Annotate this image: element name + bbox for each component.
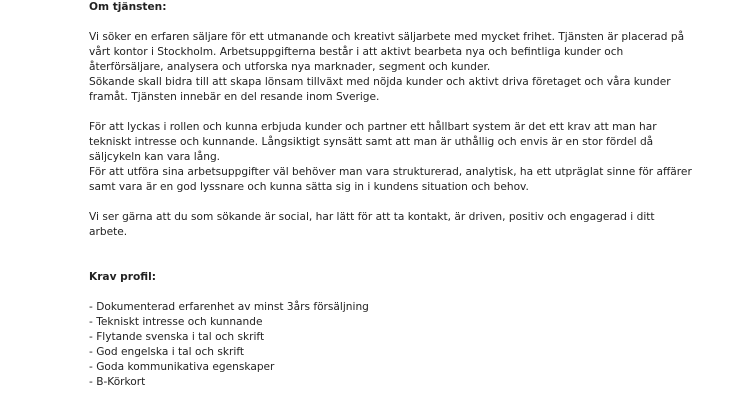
paragraph-line: framåt. Tjänsten innebär en del resande inom Sverige. <box>89 91 380 103</box>
paragraph-line: säljcykeln kan vara lång. <box>89 151 221 163</box>
section-heading-om-tjansten: Om tjänsten: <box>89 1 167 13</box>
paragraph-line: Sökande skall bidra till att skapa lönsam tillväxt med nöjda kunder och aktivt driva företaget och våra kunder <box>89 76 671 88</box>
spacer <box>89 15 689 30</box>
spacer <box>89 240 689 255</box>
paragraph-line: arbete. <box>89 226 128 238</box>
paragraph-line: vårt kontor i Stockholm. Arbetsuppgifterna består i att aktivt bearbeta nya och befintliga kunder och <box>89 46 624 58</box>
list-item: - Tekniskt intresse och kunnande <box>89 316 263 328</box>
list-item: - Flytande svenska i tal och skrift <box>89 331 265 343</box>
spacer <box>89 105 689 120</box>
paragraph-line: För att utföra sina arbetsuppgifter väl behöver man vara strukturerad, analytisk, ha ett utpräglat sinne för affärer <box>89 166 692 178</box>
paragraph-line: återförsäljare, analysera och utforska nya marknader, segment och kunder. <box>89 61 491 73</box>
spacer <box>89 255 689 270</box>
paragraph-line: För att lyckas i rollen och kunna erbjuda kunder och partner ett hållbart system är det ett krav att man har <box>89 121 657 133</box>
document-body <box>89 0 692 390</box>
spacer <box>89 285 689 300</box>
paragraph-line: Vi söker en erfaren säljare för ett utmanande och kreativt säljarbete med mycket frihet. Tjänsten är placerad på <box>89 31 685 43</box>
paragraph-line: tekniskt intresse och kunnande. Långsiktigt synsätt samt att man är uthållig och envis är en stor fördel då <box>89 136 654 148</box>
paragraph-line: samt vara är en god lyssnare och kunna sätta sig in i kundens situation och behov. <box>89 181 529 193</box>
section-heading-krav-profil: Krav profil: <box>89 271 156 283</box>
list-item: - B-Körkort <box>89 376 146 388</box>
list-item: - Dokumenterad erfarenhet av minst 3års försäljning <box>89 301 369 313</box>
list-item: - Goda kommunikativa egenskaper <box>89 361 275 373</box>
spacer <box>89 195 689 210</box>
paragraph-line: Vi ser gärna att du som sökande är social, har lätt för att ta kontakt, är driven, positiv och engagerad i ditt <box>89 211 655 223</box>
list-item: - God engelska i tal och skrift <box>89 346 245 358</box>
